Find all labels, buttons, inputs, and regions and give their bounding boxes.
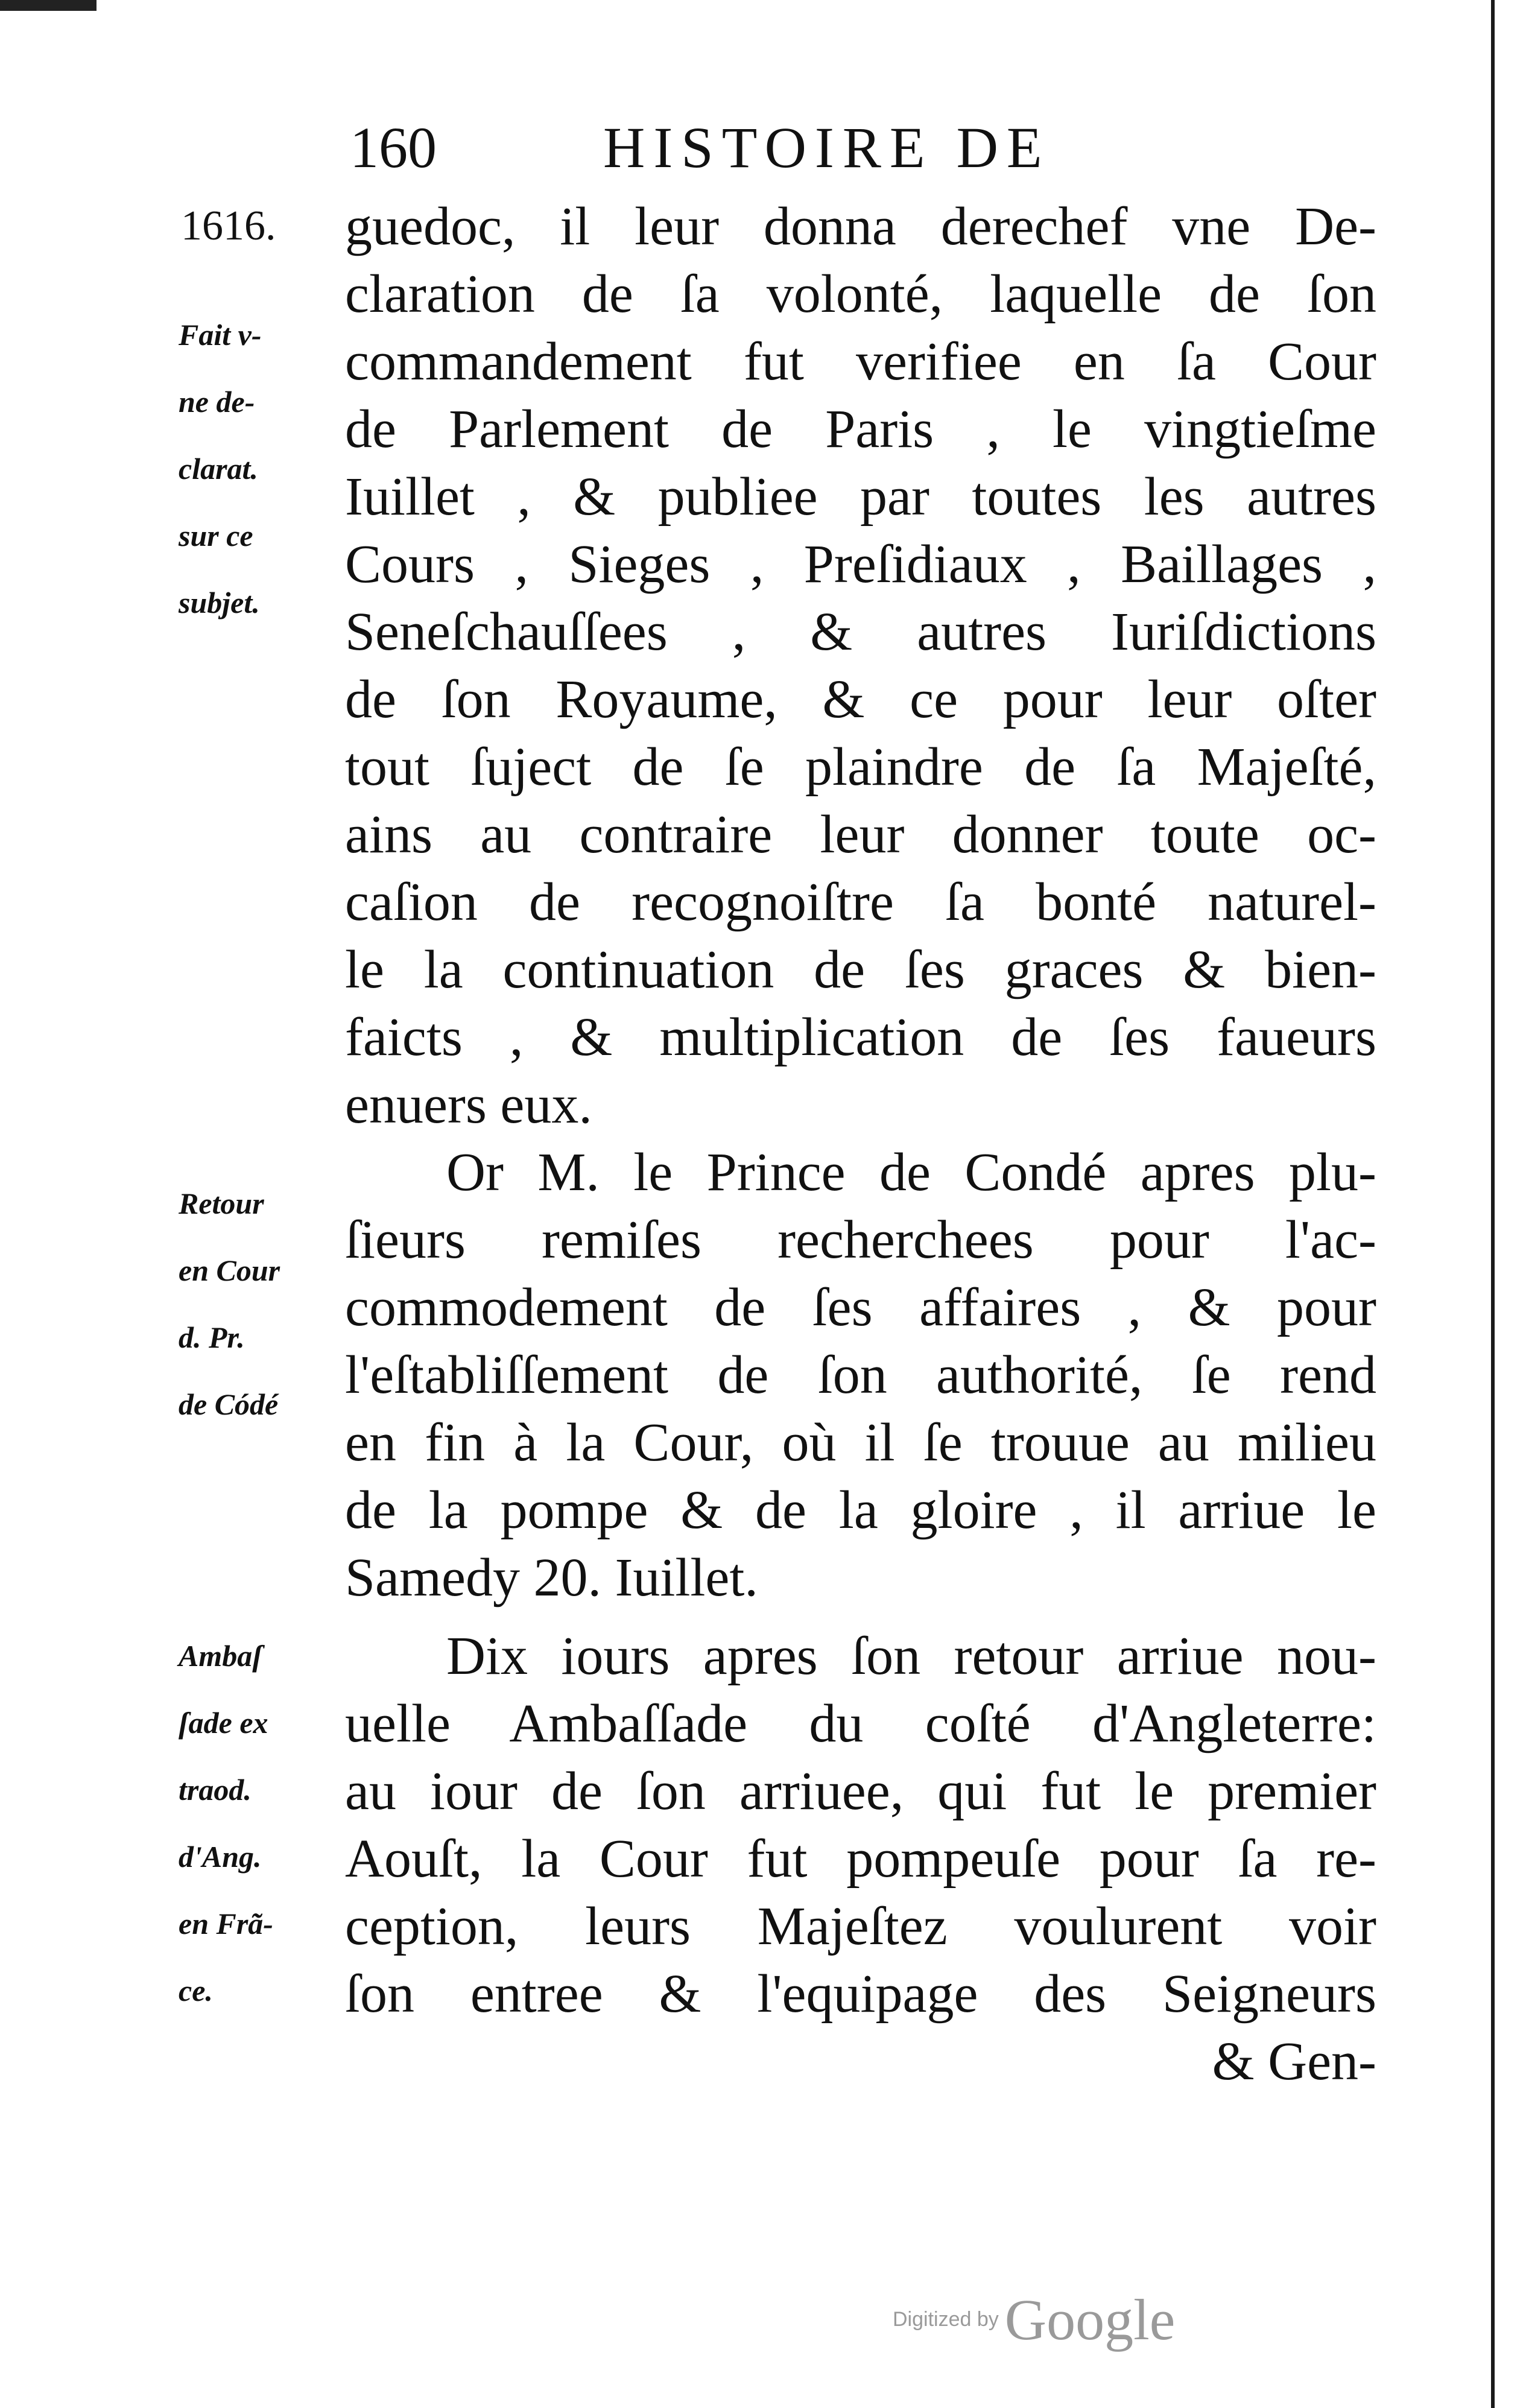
body-line: uelle Ambaſſade du coſté d'Angleterre: xyxy=(345,1694,1376,1754)
watermark-prefix: Digitized by xyxy=(893,2308,999,2331)
body-line: Cours , Sieges , Preſidiaux , Baillages , xyxy=(345,534,1376,594)
body-line: claration de ſa volonté, laquelle de ſon xyxy=(345,264,1376,324)
body-line: commodement de ſes affaires , & pour xyxy=(345,1278,1376,1337)
body-line: faicts , & multiplication de ſes faueurs xyxy=(345,1007,1376,1067)
body-line: le la continuation de ſes graces & bien- xyxy=(345,940,1376,1000)
body-line: ception, leurs Majeſtez voulurent voir xyxy=(345,1896,1376,1956)
body-line: ſieurs remiſes recherchees pour l'ac- xyxy=(345,1210,1376,1270)
body-line: guedoc, il leur donna derechef vne De- xyxy=(345,197,1376,256)
body-line: tout ſuject de ſe plaindre de ſa Majeſté, xyxy=(345,737,1376,797)
body-line: de la pompe & de la gloire , il arriue le xyxy=(345,1480,1376,1540)
body-line: Iuillet , & publiee par toutes les autres xyxy=(345,467,1376,527)
body-line: au iour de ſon arriuee, qui fut le premier xyxy=(345,1761,1376,1821)
body-line: Aouſt, la Cour fut pompeuſe pour ſa re- xyxy=(345,1829,1376,1889)
body-line: caſion de recognoiſtre ſa bonté naturel- xyxy=(345,872,1376,932)
running-header xyxy=(338,109,1224,187)
margin-note-retour: Retour en Cour d. Pr. de Códé xyxy=(179,1187,280,1421)
body-line: Samedy 20. Iuillet. xyxy=(345,1548,758,1608)
catchword-line: & Gen- xyxy=(1212,2032,1376,2091)
page-number: 160 xyxy=(350,115,437,180)
google-logo: Google xyxy=(1004,2287,1176,2352)
body-line: ains au contraire leur donner toute oc- xyxy=(345,805,1376,864)
body-line: Seneſchauſſees , & autres Iuriſdictions xyxy=(345,602,1376,662)
scan-edge-mark xyxy=(0,0,97,11)
digitized-by-google-watermark xyxy=(893,2286,1176,2352)
margin-year: 1616. xyxy=(181,203,276,249)
running-title: HISTOIRE DE xyxy=(603,115,1051,180)
body-line: enuers eux. xyxy=(345,1075,592,1135)
body-line: Or M. le Prince de Condé apres plu- xyxy=(446,1142,1376,1202)
margin-note-declaration: Fait v- ne de- clarat. sur ce subjet. xyxy=(179,318,262,619)
body-line: ſon entree & l'equipage des Seigneurs xyxy=(345,1964,1376,2024)
body-line: commandement fut verifiee en ſa Cour xyxy=(345,332,1376,391)
body-line: de ſon Royaume, & ce pour leur oſter xyxy=(345,670,1376,729)
margin-note-ambassade: Ambaſ ſade ex traod. d'Ang. en Frã- ce. xyxy=(179,1639,273,2007)
page-edge-line xyxy=(1491,0,1495,2408)
body-line: de Parlement de Paris , le vingtieſme xyxy=(345,399,1376,459)
body-line: Dix iours apres ſon retour arriue nou- xyxy=(446,1626,1376,1686)
body-line: en fin à la Cour, où il ſe trouue au milieu xyxy=(345,1413,1376,1472)
body-line: l'eſtabliſſement de ſon authorité, ſe rend xyxy=(345,1345,1376,1405)
